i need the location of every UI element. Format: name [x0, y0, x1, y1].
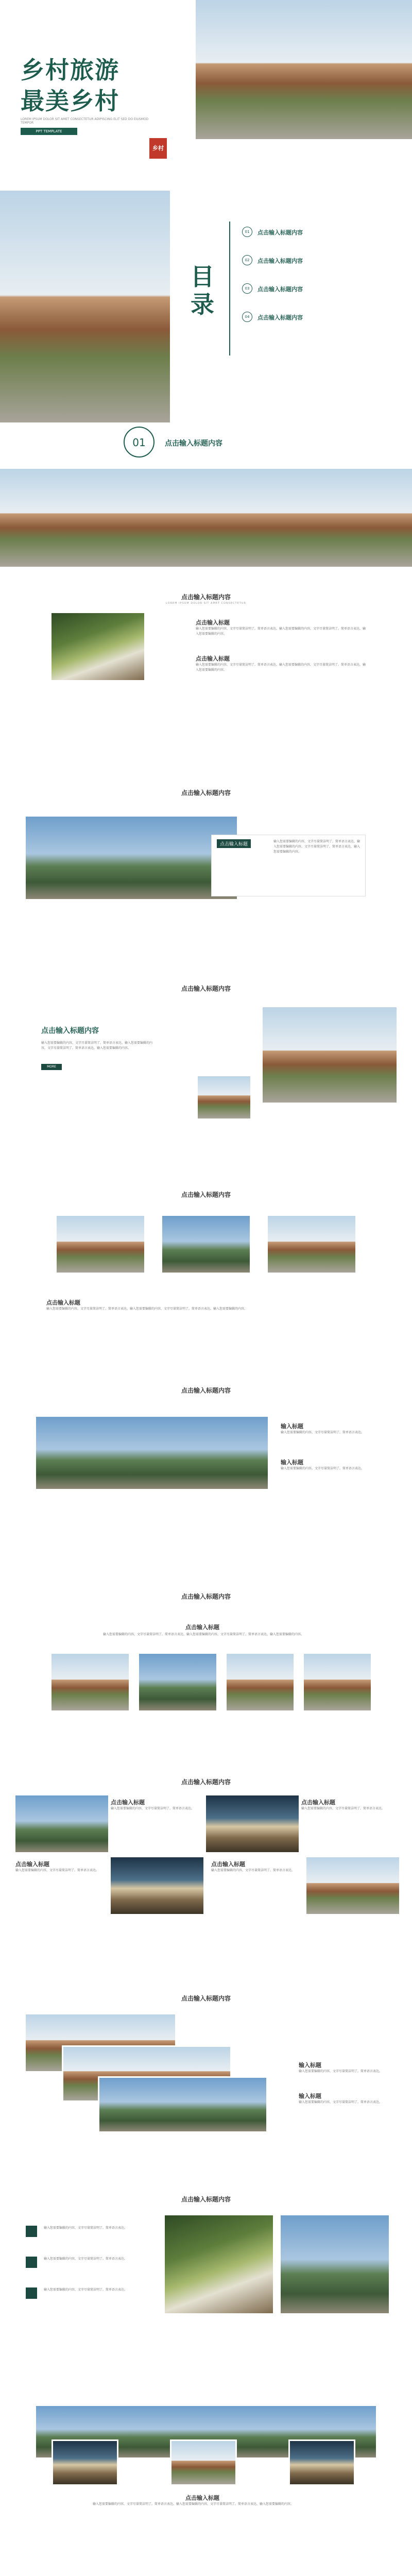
slide-h-item1-body: 输入您需要编辑的内容，文字尽量简洁明了。简单语言表达。	[299, 2070, 383, 2073]
slide-d-heading: 点击输入标题内容	[181, 1191, 231, 1198]
slide-c-more-button[interactable]: MORE	[41, 1064, 62, 1070]
slide-h-photo-3	[98, 2076, 268, 2133]
toc-photo-village	[0, 191, 170, 422]
slide-c-body: 输入您需要编辑的内容，文字尽量简洁明了。简单语言表达，输入您需要编辑的内容，文字尽量简洁明了。简单语言表达，输入您需要编辑的内容。	[41, 1041, 153, 1050]
content-slide-j	[0, 2385, 412, 2576]
slide-b-card-title: 点击输入标题	[217, 839, 251, 848]
slide-d-photo-2	[162, 1216, 250, 1273]
toc-item-label[interactable]: 点击输入标题内容	[258, 286, 303, 293]
slide-i-bullet1-body: 输入您需要编辑的内容，文字尽量简洁明了。简单语言表达。	[44, 2226, 128, 2230]
toc-item-label[interactable]: 点击输入标题内容	[258, 229, 303, 236]
slide-h-item2-body: 输入您需要编辑的内容，文字尽量简洁明了。简单语言表达。	[299, 2100, 383, 2104]
slide-g-photo-1	[15, 1795, 108, 1852]
toc-item-number: 03	[242, 283, 252, 294]
slide-f-photo-3	[227, 1654, 294, 1710]
slide-j-thumb-3	[288, 2439, 355, 2486]
toc-item-number: 01	[242, 227, 252, 237]
slide-c-photo-inset	[196, 1074, 252, 1121]
slide-g-item4-body: 输入您需要编辑的内容，文字尽量简洁明了。简单语言表达。	[211, 1869, 295, 1872]
slide-b-photo	[26, 817, 237, 899]
slide-j-thumb-1	[52, 2439, 118, 2486]
cover-title-line2: 最美乡村	[21, 87, 119, 115]
slide-g-photo-3	[111, 1857, 203, 1914]
cover-seal-stamp: 乡村	[149, 138, 167, 159]
cover-subtitle: LOREM IPSUM DOLOR SIT AMET CONSECTETUR ADIPISCING ELIT SED DO EIUSMOD TEMPOR	[21, 117, 149, 125]
slide-a-item2-title: 点击输入标题	[196, 655, 230, 662]
slide-b-card	[211, 835, 366, 896]
slide-d-photo-3	[268, 1216, 355, 1273]
slide-f-heading: 点击输入标题内容	[181, 1593, 231, 1600]
slide-j-item-title: 点击输入标题	[185, 2495, 219, 2501]
toc-slide-wrapper	[0, 191, 412, 459]
toc-title: 目录	[191, 263, 214, 318]
slide-i-photo-2	[281, 2215, 389, 2313]
slide-d-item-title: 点击输入标题	[46, 1299, 80, 1306]
content-slide-i	[0, 2184, 412, 2416]
slide-e-photo	[36, 1417, 268, 1489]
cover-title-line1: 乡村旅游	[21, 56, 119, 84]
slide-d-photo-1	[57, 1216, 144, 1273]
slide-e-item1-body: 输入您需要编辑的内容，文字尽量简洁明了。简单语言表达。	[281, 1431, 365, 1434]
slide-h-item1-title: 输入标题	[299, 2062, 321, 2069]
section-01-banner-photo	[0, 469, 412, 567]
slide-e-heading: 点击输入标题内容	[181, 1387, 231, 1394]
slide-g-item3-body: 输入您需要编辑的内容，文字尽量简洁明了。简单语言表达。	[15, 1869, 99, 1872]
slide-f-photo-4	[304, 1654, 371, 1710]
slide-a-item1-body: 输入您需要编辑的内容，文字尽量简洁明了。简单语言表达，输入您需要编辑的内容，文字尽量简洁明了。简单语言表达，输入您需要编辑的内容。	[196, 627, 366, 636]
slide-i-bullet3-body: 输入您需要编辑的内容，文字尽量简洁明了。简单语言表达。	[44, 2288, 128, 2292]
slide-e-item2-body: 输入您需要编辑的内容，文字尽量简洁明了。简单语言表达。	[281, 1467, 365, 1470]
slide-f-body: 输入您需要编辑的内容，文字尽量简洁明了。简单语言表达，输入您需要编辑的内容，文字尽量简洁明了。简单语言表达，输入您需要编辑的内容。	[103, 1633, 304, 1636]
slide-g-item1-body: 输入您需要编辑的内容，文字尽量简洁明了。简单语言表达。	[111, 1807, 195, 1810]
slide-a-heading: 点击输入标题内容	[181, 594, 231, 601]
slide-a-item2-body: 输入您需要编辑的内容，文字尽量简洁明了。简单语言表达，输入您需要编辑的内容，文字尽量简洁明了。简单语言表达，输入您需要编辑的内容。	[196, 663, 366, 672]
cover-pill: PPT TEMPLATE	[21, 128, 77, 135]
slide-b-heading: 点击输入标题内容	[181, 789, 231, 796]
slide-c-heading: 点击输入标题内容	[181, 985, 231, 992]
slide-i-bullet2-body: 输入您需要编辑的内容，文字尽量简洁明了。简单语言表达。	[44, 2257, 128, 2261]
slide-e-item1-title: 输入标题	[281, 1423, 303, 1430]
slide-g-photo-4	[306, 1857, 399, 1914]
section-01-title: 点击输入标题内容	[165, 439, 222, 448]
slide-g-item4-title: 点击输入标题	[211, 1861, 245, 1868]
slide-h-item2-title: 输入标题	[299, 2093, 321, 2099]
section-01-number: 01	[124, 427, 154, 457]
slide-e-item2-title: 输入标题	[281, 1459, 303, 1466]
slide-a-subtitle: LOREM IPSUM DOLOR SIT AMET CONSECTETUR	[166, 602, 246, 605]
slide-i-bullet-2	[26, 2257, 37, 2268]
slide-a-photo	[52, 613, 144, 680]
slide-d-body: 输入您需要编辑的内容，文字尽量简洁明了。简单语言表达，输入您需要编辑的内容，文字尽量简洁明了。简单语言表达，输入您需要编辑的内容。	[46, 1307, 248, 1311]
slide-f-photo-1	[52, 1654, 129, 1710]
toc-item-label[interactable]: 点击输入标题内容	[258, 314, 303, 321]
content-slide-e	[0, 1376, 412, 1607]
slide-g-heading: 点击输入标题内容	[181, 1778, 231, 1786]
toc-item-number: 04	[242, 312, 252, 322]
content-slide-d	[0, 1175, 412, 1406]
slide-b-card-body: 输入您需要编辑的内容，文字尽量简洁明了。简单语言表达，输入您需要编辑的内容，文字尽量简洁明了。简单语言表达，输入您需要编辑的内容。	[273, 840, 360, 854]
toc-slide	[0, 191, 412, 422]
slide-g-item3-title: 点击输入标题	[15, 1861, 49, 1868]
content-slide-g	[0, 1772, 412, 2004]
slide-g-item2-title: 点击输入标题	[301, 1799, 335, 1806]
slide-i-bullet-1	[26, 2226, 37, 2237]
toc-item-number: 02	[242, 255, 252, 265]
cover-photo-village	[196, 0, 412, 139]
slide-g-item2-body: 输入您需要编辑的内容，文字尽量简洁明了。简单语言表达。	[301, 1807, 385, 1810]
slide-h-heading: 点击输入标题内容	[181, 1995, 231, 2002]
content-slide-a	[0, 577, 412, 809]
content-slide-h	[0, 1984, 412, 2215]
slide-c-photo-main	[263, 1007, 397, 1103]
slide-c-title: 点击输入标题内容	[41, 1027, 99, 1035]
slide-g-photo-2	[206, 1795, 299, 1852]
toc-item-label[interactable]: 点击输入标题内容	[258, 258, 303, 264]
slide-j-thumb-2	[170, 2439, 237, 2486]
slide-i-photo-1	[165, 2215, 273, 2313]
slide-g-item1-title: 点击输入标题	[111, 1799, 145, 1806]
slide-a-item1-title: 点击输入标题	[196, 619, 230, 626]
slide-f-photo-2	[139, 1654, 216, 1710]
slide-f-item-title: 点击输入标题	[185, 1624, 219, 1631]
toc-divider	[229, 222, 230, 355]
slide-i-bullet-3	[26, 2287, 37, 2299]
content-slide-c	[0, 974, 412, 1206]
slide-i-heading: 点击输入标题内容	[181, 2196, 231, 2203]
slide-j-body: 输入您需要编辑的内容，文字尽量简洁明了。简单语言表达，输入您需要编辑的内容，文字尽量简洁明了。简单语言表达，输入您需要编辑的内容。	[93, 2502, 294, 2506]
